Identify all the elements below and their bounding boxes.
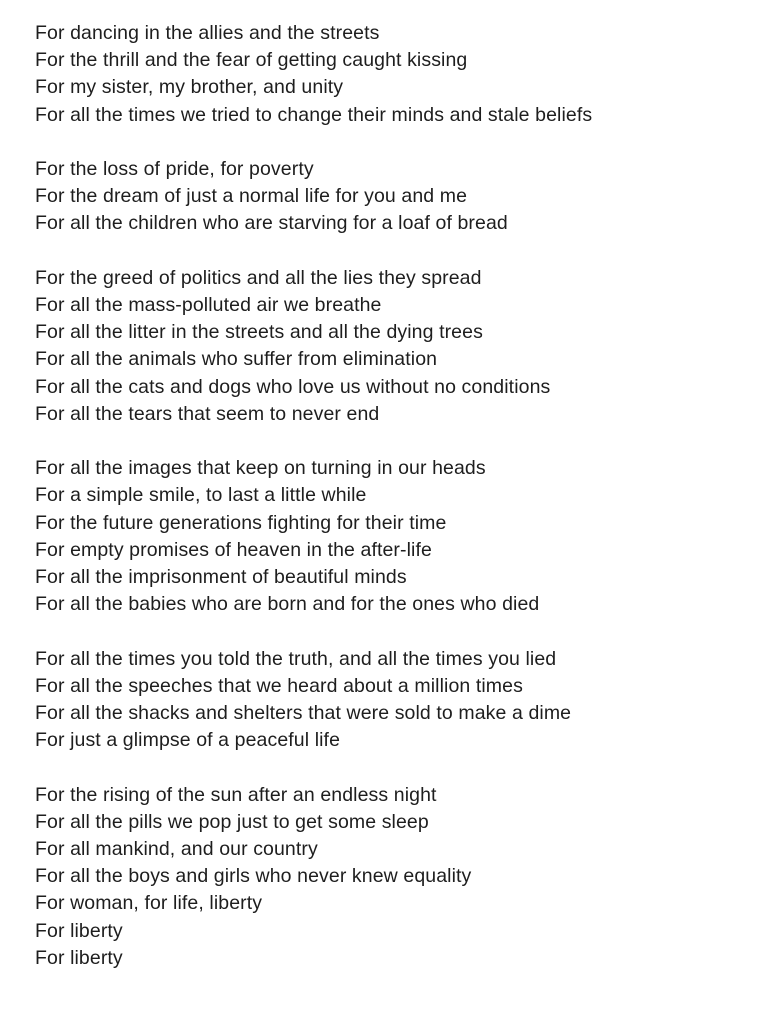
poem-line: For the dream of just a normal life for you and me — [35, 185, 468, 208]
poem-line: For all the animals who suffer from elimination — [35, 348, 438, 371]
stanza-1 — [35, 20, 768, 129]
poem-line: For my sister, my brother, and unity — [35, 76, 344, 99]
poem-line: For all the tears that seem to never end — [35, 402, 380, 425]
poem-line: For dancing in the allies and the streets — [35, 22, 380, 44]
poem-line: For all the images that keep on turning in our heads — [35, 457, 486, 480]
poem-line: For the future generations fighting for their time — [35, 511, 447, 534]
poem-line: For all the boys and girls who never knew equality — [35, 865, 472, 888]
poem-line: For all the imprisonment of beautiful minds — [35, 566, 407, 589]
poem-line: For empty promises of heaven in the after-life — [35, 538, 432, 561]
poem-line: For just a glimpse of a peaceful life — [35, 729, 341, 752]
poem-line: For all the speeches that we heard about a million times — [35, 674, 523, 697]
poem-line: For all the times you told the truth, and all the times you lied — [35, 647, 557, 670]
stanza-2 — [35, 156, 768, 238]
poem-line: For a simple smile, to last a little while — [35, 484, 367, 507]
poem-line: For all the cats and dogs who love us without no conditions — [35, 375, 551, 398]
poem-line: For all the litter in the streets and all the dying trees — [35, 321, 483, 344]
poem-line: For the thrill and the fear of getting caught kissing — [35, 49, 468, 72]
poem-line: For the greed of politics and all the lies they spread — [35, 266, 482, 289]
poem-line: For the loss of pride, for poverty — [35, 158, 314, 180]
poem-line: For all the times we tried to change their minds and stale beliefs — [35, 103, 593, 126]
stanza-3 — [35, 265, 768, 428]
poem-line: For woman, for life, liberty — [35, 892, 263, 915]
poem-line: For all the pills we pop just to get some sleep — [35, 810, 429, 833]
poem-line: For all the babies who are born and for the ones who died — [35, 593, 540, 616]
stanza-6 — [35, 782, 768, 972]
stanza-5 — [35, 646, 768, 755]
poem-line: For liberty — [35, 919, 123, 942]
poem-line: For all the shacks and shelters that were sold to make a dime — [35, 702, 572, 725]
poem-line: For all mankind, and our country — [35, 838, 318, 861]
poem-line: For liberty — [35, 946, 123, 969]
poem-line: For all the children who are starving for a loaf of bread — [35, 212, 508, 235]
poem-line: For all the mass-polluted air we breathe — [35, 294, 382, 316]
poem-line: For the rising of the sun after an endless night — [35, 783, 437, 806]
stanza-4 — [35, 455, 768, 618]
